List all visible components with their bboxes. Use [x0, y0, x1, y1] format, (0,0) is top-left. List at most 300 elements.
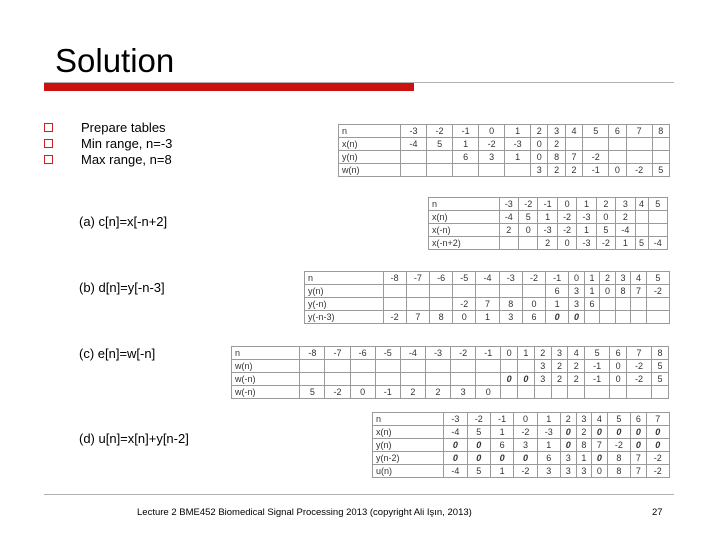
- table-cell: [427, 151, 453, 164]
- table-cell: 1: [584, 272, 599, 285]
- table-cell: -2: [627, 360, 652, 373]
- table-cell: -2: [427, 125, 453, 138]
- table-cell: 5: [652, 360, 669, 373]
- table-row: [305, 298, 670, 311]
- table-cell: 5: [596, 224, 615, 237]
- table-cell: 5: [607, 413, 630, 426]
- table-cell: -4: [476, 272, 499, 285]
- table-row: [232, 360, 669, 373]
- table-b: [304, 271, 670, 324]
- table-cell: 4: [568, 347, 585, 360]
- table-cell: [522, 285, 545, 298]
- table-cell: 2: [560, 413, 576, 426]
- table-cell: 1: [505, 125, 531, 138]
- table-row: [373, 413, 670, 426]
- table-cell: [615, 311, 630, 324]
- table-cell: 4: [592, 413, 608, 426]
- table-cell: 3: [616, 198, 635, 211]
- table-cell: -2: [557, 211, 576, 224]
- table-cell: 5: [300, 386, 325, 399]
- table-cell: 3: [615, 272, 630, 285]
- table-cell: [499, 237, 518, 250]
- table-cell: 0: [514, 452, 537, 465]
- row-header-cell: y(n): [339, 151, 401, 164]
- table-cell: 6: [609, 125, 626, 138]
- bullet-text: Prepare tables: [81, 120, 166, 135]
- table-cell: 5: [648, 198, 668, 211]
- row-header-cell: y(n-2): [373, 452, 444, 465]
- table-cell: [615, 298, 630, 311]
- row-header-cell: x(n): [429, 211, 500, 224]
- square-bullet-icon: [44, 155, 53, 164]
- table-cell: -2: [451, 347, 476, 360]
- table-cell: -4: [444, 465, 467, 478]
- table-row: [305, 272, 670, 285]
- table-cell: 0: [600, 285, 615, 298]
- table-cell: [652, 386, 669, 399]
- table-cell: [585, 386, 610, 399]
- table-cell: -2: [453, 298, 476, 311]
- table-cell: -3: [537, 426, 560, 439]
- table-cell: 3: [499, 311, 522, 324]
- table-cell: [499, 285, 522, 298]
- table-cell: 8: [652, 125, 669, 138]
- table-cell: 3: [548, 125, 565, 138]
- table-cell: 0: [522, 298, 545, 311]
- row-header-cell: y(n): [305, 285, 384, 298]
- table-cell: 3: [569, 285, 584, 298]
- bullet-text: Max range, n=8: [81, 152, 172, 167]
- table-cell: 0: [646, 426, 669, 439]
- table-cell: 0: [557, 198, 576, 211]
- table-cell: [534, 386, 551, 399]
- table-cell: -2: [583, 151, 609, 164]
- table-cell: [635, 211, 648, 224]
- table-cell: -1: [476, 347, 501, 360]
- table-row: [339, 164, 670, 177]
- table-cell: 0: [569, 272, 584, 285]
- square-bullet-icon: [44, 123, 53, 132]
- table-cell: 1: [476, 311, 499, 324]
- table-cell: 6: [490, 439, 513, 452]
- table-cell: 3: [531, 164, 548, 177]
- table-cell: [476, 373, 501, 386]
- table-cell: 0: [592, 452, 608, 465]
- table-cell: 8: [499, 298, 522, 311]
- table-cell: 4: [565, 125, 582, 138]
- table-cell: 8: [615, 285, 630, 298]
- table-cell: [505, 164, 531, 177]
- table-cell: -6: [350, 347, 375, 360]
- table-cell: -4: [401, 138, 427, 151]
- table-cell: [652, 151, 669, 164]
- table-cell: -2: [596, 237, 615, 250]
- table-cell: 0: [444, 439, 467, 452]
- square-bullet-icon: [44, 139, 53, 148]
- table-cell: 3: [514, 439, 537, 452]
- table-cell: [609, 151, 626, 164]
- table-cell: -2: [626, 164, 652, 177]
- table-cell: 1: [505, 151, 531, 164]
- table-cell: [427, 164, 453, 177]
- table-cell: [627, 386, 652, 399]
- table-cell: -3: [499, 198, 518, 211]
- table-cell: 1: [577, 224, 596, 237]
- row-header-cell: w(n): [232, 360, 300, 373]
- table-cell: [401, 151, 427, 164]
- table-cell: 5: [646, 272, 669, 285]
- table-cell: 5: [467, 426, 490, 439]
- table-cell: 5: [635, 237, 648, 250]
- row-header-cell: n: [339, 125, 401, 138]
- table-cell: 0: [557, 237, 576, 250]
- table-cell: 7: [631, 285, 646, 298]
- bullet-text: Min range, n=-3: [81, 136, 173, 151]
- table-cell: [519, 237, 538, 250]
- row-header-cell: y(-n): [305, 298, 384, 311]
- table-cell: -3: [577, 237, 596, 250]
- table-cell: 6: [631, 413, 647, 426]
- page-number: 27: [652, 507, 663, 518]
- table-cell: 0: [610, 373, 627, 386]
- table-cell: [451, 373, 476, 386]
- table-cell: [518, 360, 535, 373]
- table-row: [373, 439, 670, 452]
- table-cell: 5: [427, 138, 453, 151]
- table-cell: [600, 311, 615, 324]
- table-cell: -2: [383, 311, 406, 324]
- table-cell: [631, 311, 646, 324]
- table-cell: [406, 298, 429, 311]
- table-cell: 7: [592, 439, 608, 452]
- table-cell: [568, 386, 585, 399]
- table-cell: [609, 138, 626, 151]
- table-cell: [551, 386, 568, 399]
- table-row: [232, 373, 669, 386]
- table-cell: 8: [607, 452, 630, 465]
- table-cell: [518, 386, 535, 399]
- table-cell: 2: [499, 224, 518, 237]
- table-cell: [350, 373, 375, 386]
- table-cell: [383, 285, 406, 298]
- label-a: (a) c[n]=x[-n+2]: [79, 214, 168, 229]
- table-cell: 0: [631, 426, 647, 439]
- bullet-item: [44, 120, 172, 136]
- table-cell: 0: [350, 386, 375, 399]
- table-row: [429, 237, 668, 250]
- table-cell: -2: [514, 426, 537, 439]
- table-cell: [401, 164, 427, 177]
- table-cell: -1: [375, 386, 400, 399]
- footer-divider: [44, 494, 674, 495]
- table-cell: 3: [551, 347, 568, 360]
- table-cell: [635, 224, 648, 237]
- table-cell: 0: [501, 373, 518, 386]
- table-cell: 6: [453, 151, 479, 164]
- table-cell: 2: [568, 373, 585, 386]
- table-cell: 1: [518, 347, 535, 360]
- table-cell: [406, 285, 429, 298]
- bullet-item: [44, 152, 172, 168]
- table-cell: [479, 164, 505, 177]
- table-cell: -2: [325, 386, 350, 399]
- table-cell: [648, 211, 668, 224]
- row-header-cell: n: [232, 347, 300, 360]
- table-cell: 2: [531, 125, 548, 138]
- table-cell: 2: [548, 138, 565, 151]
- table-cell: [300, 373, 325, 386]
- row-header-cell: x(n): [373, 426, 444, 439]
- table-cell: [325, 360, 350, 373]
- table-cell: [646, 298, 669, 311]
- table-cell: -3: [505, 138, 531, 151]
- table-cell: 1: [546, 298, 569, 311]
- row-header-cell: n: [429, 198, 500, 211]
- table-cell: 0: [444, 452, 467, 465]
- table-cell: 8: [576, 439, 592, 452]
- table-cell: [610, 386, 627, 399]
- label-c: (c) e[n]=w[-n]: [79, 346, 156, 361]
- table-cell: -3: [444, 413, 467, 426]
- table-cell: [425, 373, 450, 386]
- table-cell: -2: [479, 138, 505, 151]
- table-cell: 0: [531, 138, 548, 151]
- table-cell: 3: [560, 465, 576, 478]
- table-cell: 8: [652, 347, 669, 360]
- row-header-cell: x(-n): [429, 224, 500, 237]
- table-cell: -6: [429, 272, 452, 285]
- table-row: [305, 285, 670, 298]
- table-cell: [451, 360, 476, 373]
- table-cell: [429, 298, 452, 311]
- table-cell: -7: [406, 272, 429, 285]
- table-cell: -4: [444, 426, 467, 439]
- row-header-cell: u(n): [373, 465, 444, 478]
- table-row: [232, 386, 669, 399]
- table-cell: -1: [583, 164, 609, 177]
- table-c: [231, 346, 669, 399]
- table-cell: 0: [609, 164, 626, 177]
- table-cell: [648, 224, 668, 237]
- table-cell: [300, 360, 325, 373]
- row-header-cell: n: [305, 272, 384, 285]
- table-cell: 0: [531, 151, 548, 164]
- table-cell: 1: [584, 285, 599, 298]
- table-cell: 0: [518, 373, 535, 386]
- table-cell: 3: [534, 360, 551, 373]
- table-cell: -4: [648, 237, 668, 250]
- table-row: [339, 138, 670, 151]
- table-cell: -2: [607, 439, 630, 452]
- table-cell: -2: [646, 452, 669, 465]
- table-cell: [375, 360, 400, 373]
- table-cell: [565, 138, 582, 151]
- table-cell: 0: [592, 426, 608, 439]
- table-cell: 3: [560, 452, 576, 465]
- table-cell: 3: [479, 151, 505, 164]
- table-cell: -8: [383, 272, 406, 285]
- row-header-cell: x(-n+2): [429, 237, 500, 250]
- table-cell: 5: [652, 164, 669, 177]
- table-cell: -2: [627, 373, 652, 386]
- table-cell: 7: [646, 413, 669, 426]
- table-cell: -1: [538, 198, 557, 211]
- table-cell: 3: [534, 373, 551, 386]
- table-cell: 1: [490, 426, 513, 439]
- slide-title: Solution: [55, 42, 175, 79]
- table-cell: 2: [565, 164, 582, 177]
- table-cell: 2: [596, 198, 615, 211]
- table-cell: 0: [467, 439, 490, 452]
- table-cell: 2: [534, 347, 551, 360]
- table-cell: -4: [499, 211, 518, 224]
- table-cell: 0: [560, 426, 576, 439]
- table-cell: [383, 298, 406, 311]
- table-cell: -2: [467, 413, 490, 426]
- table-cell: 0: [453, 311, 476, 324]
- table-cell: -1: [585, 373, 610, 386]
- table-row: [373, 465, 670, 478]
- table-cell: 8: [607, 465, 630, 478]
- table-cell: -1: [585, 360, 610, 373]
- table-cell: -1: [546, 272, 569, 285]
- table-a: [428, 197, 668, 250]
- table-cell: [626, 138, 652, 151]
- table-cell: -5: [375, 347, 400, 360]
- table-cell: [631, 298, 646, 311]
- table-cell: 0: [646, 439, 669, 452]
- table-d: [372, 412, 670, 478]
- table-cell: 0: [546, 311, 569, 324]
- table-cell: [400, 360, 425, 373]
- table-cell: 6: [522, 311, 545, 324]
- table-cell: 0: [501, 347, 518, 360]
- table-cell: -2: [514, 465, 537, 478]
- row-header-cell: y(n): [373, 439, 444, 452]
- table-cell: 6: [584, 298, 599, 311]
- table-cell: 3: [576, 413, 592, 426]
- table-cell: -3: [425, 347, 450, 360]
- table-cell: -3: [577, 211, 596, 224]
- table-cell: 0: [467, 452, 490, 465]
- table-cell: 5: [585, 347, 610, 360]
- table-cell: 3: [537, 465, 560, 478]
- table-cell: 6: [537, 452, 560, 465]
- table-cell: 1: [538, 211, 557, 224]
- table-row: [429, 224, 668, 237]
- table-cell: [646, 311, 669, 324]
- table-cell: 0: [610, 360, 627, 373]
- table-cell: 0: [607, 426, 630, 439]
- table-row: [429, 198, 668, 211]
- table-cell: [600, 298, 615, 311]
- table-cell: 8: [429, 311, 452, 324]
- table-cell: -1: [453, 125, 479, 138]
- table-cell: [429, 285, 452, 298]
- table-cell: [584, 311, 599, 324]
- table-cell: [476, 360, 501, 373]
- table-row: [373, 426, 670, 439]
- table-cell: 2: [425, 386, 450, 399]
- table-cell: 1: [616, 237, 635, 250]
- table-cell: [476, 285, 499, 298]
- table-cell: [501, 386, 518, 399]
- table-cell: -1: [490, 413, 513, 426]
- table-cell: 2: [551, 360, 568, 373]
- table-cell: 1: [576, 452, 592, 465]
- table-cell: 2: [538, 237, 557, 250]
- table-row: [339, 125, 670, 138]
- row-header-cell: w(n): [339, 164, 401, 177]
- table-cell: 7: [406, 311, 429, 324]
- row-header-cell: n: [373, 413, 444, 426]
- table-cell: [375, 373, 400, 386]
- table-cell: -8: [300, 347, 325, 360]
- table-cell: -4: [616, 224, 635, 237]
- table-cell: 7: [476, 298, 499, 311]
- table-cell: [350, 360, 375, 373]
- table-cell: 7: [631, 465, 647, 478]
- table-cell: 2: [616, 211, 635, 224]
- table-cell: [501, 360, 518, 373]
- bullet-list: [44, 120, 172, 168]
- table-cell: 2: [551, 373, 568, 386]
- table-cell: [652, 138, 669, 151]
- table-cell: -4: [400, 347, 425, 360]
- row-header-cell: w(-n): [232, 386, 300, 399]
- table-cell: 2: [548, 164, 565, 177]
- table-cell: -2: [519, 198, 538, 211]
- table-cell: 6: [546, 285, 569, 298]
- label-b: (b) d[n]=y[-n-3]: [79, 280, 165, 295]
- table-cell: 1: [537, 439, 560, 452]
- row-header-cell: y(-n-3): [305, 311, 384, 324]
- table-cell: [325, 373, 350, 386]
- table-cell: 7: [627, 347, 652, 360]
- table-cell: 4: [635, 198, 648, 211]
- row-header-cell: w(-n): [232, 373, 300, 386]
- table-cell: 0: [490, 452, 513, 465]
- table-cell: 1: [537, 413, 560, 426]
- table-cell: 7: [626, 125, 652, 138]
- footer-text: Lecture 2 BME452 Biomedical Signal Processing 2013 (copyright Ali Işın, 2013): [137, 507, 472, 518]
- table-cell: 2: [400, 386, 425, 399]
- table-cell: -3: [538, 224, 557, 237]
- table-cell: 2: [600, 272, 615, 285]
- table-cell: 1: [453, 138, 479, 151]
- table-cell: -3: [401, 125, 427, 138]
- table-cell: [453, 285, 476, 298]
- table-cell: 8: [548, 151, 565, 164]
- table-cell: 0: [479, 125, 505, 138]
- table-cell: 3: [576, 465, 592, 478]
- table-cell: [425, 360, 450, 373]
- table-cell: 0: [631, 439, 647, 452]
- table-cell: 0: [519, 224, 538, 237]
- table-cell: [453, 164, 479, 177]
- table-cell: [400, 373, 425, 386]
- table-cell: -2: [557, 224, 576, 237]
- table-cell: 4: [631, 272, 646, 285]
- table-row: [373, 452, 670, 465]
- table-cell: 2: [568, 360, 585, 373]
- table-cell: 6: [610, 347, 627, 360]
- table-cell: 0: [476, 386, 501, 399]
- table-cell: [583, 138, 609, 151]
- table-cell: 3: [451, 386, 476, 399]
- table-cell: 1: [577, 198, 596, 211]
- table-cell: 2: [576, 426, 592, 439]
